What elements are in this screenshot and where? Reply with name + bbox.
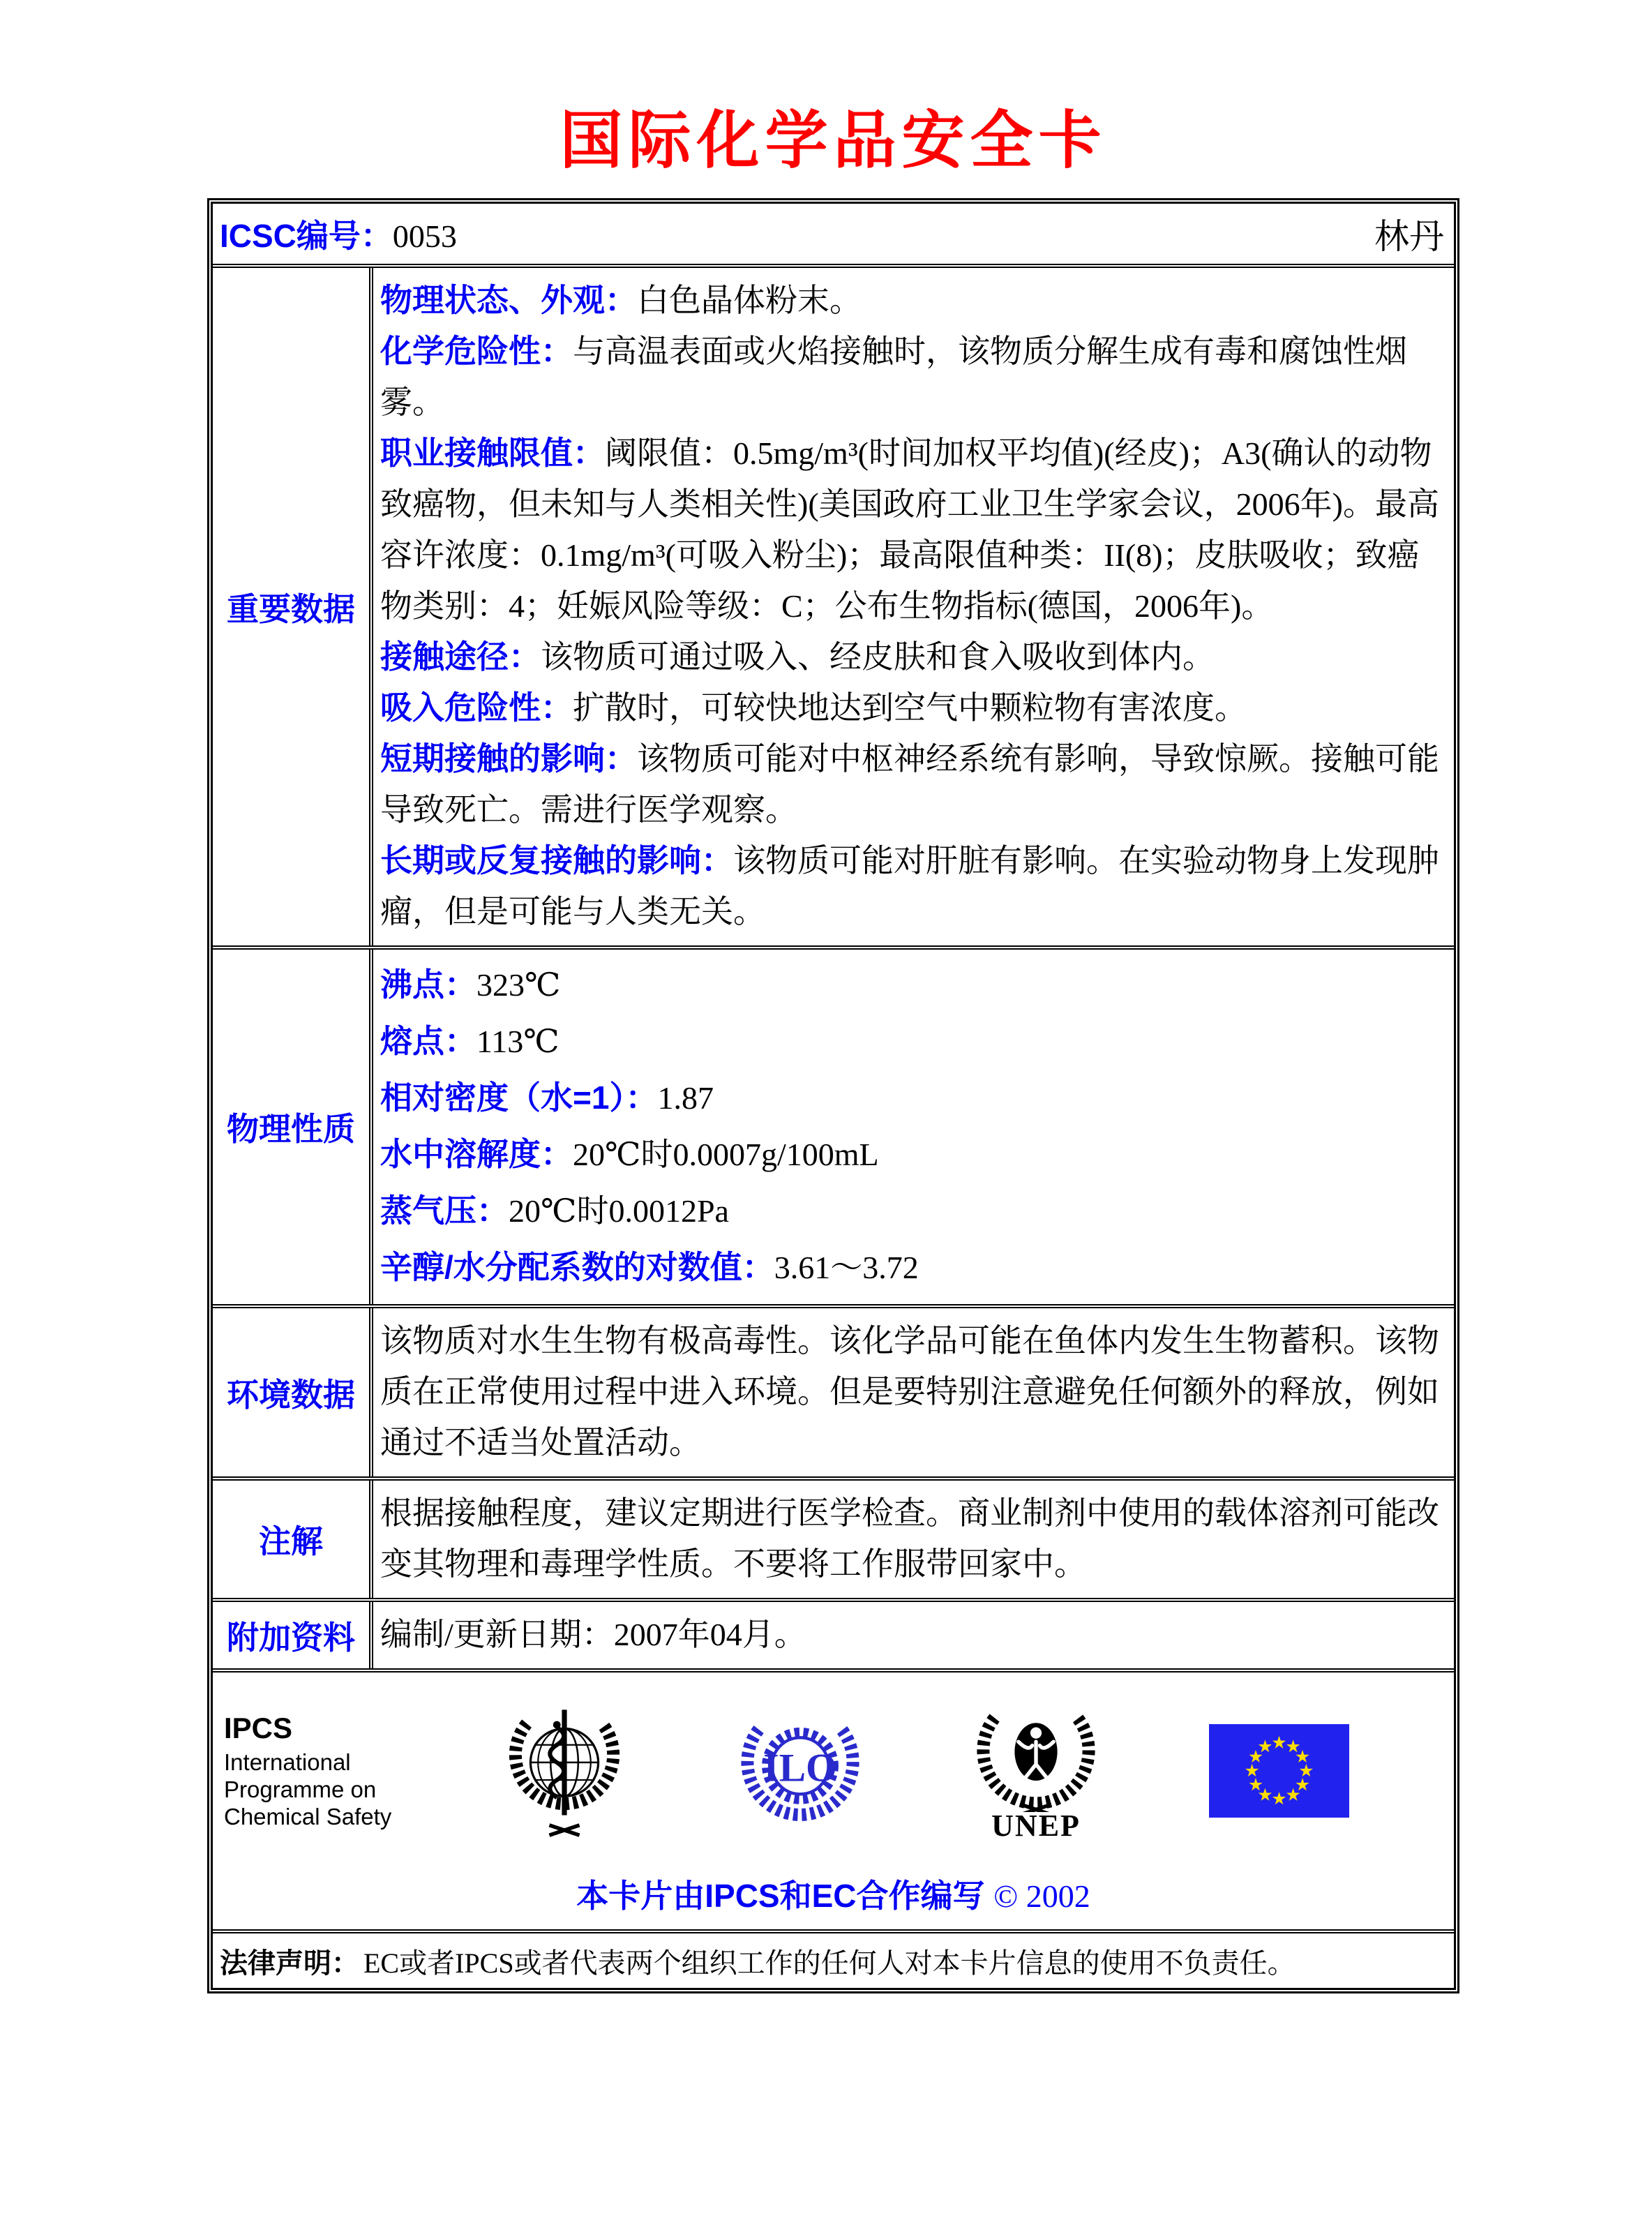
item-text: 113℃: [476, 1024, 560, 1059]
item-label: 辛醇/水分配系数的对数值：: [380, 1249, 774, 1285]
item-text: 3.61～3.72: [774, 1250, 919, 1285]
unep-label: UNEP: [991, 1808, 1081, 1843]
item-text: 该物质可通过吸入、经皮肤和食入吸收到体内。: [541, 639, 1215, 675]
item-label: 化学危险性：: [380, 333, 573, 369]
item-text: 该物质可能对肝脏有影响。在实验动物身上发现肿瘤，但是可能与人类无关。: [380, 843, 1439, 929]
section-label-environmental-data: 环境数据: [213, 1308, 373, 1476]
additional-info-content: 编制/更新日期：2007年04月。: [380, 1617, 806, 1652]
copyright-text: © 2002: [993, 1878, 1090, 1914]
additional-info-row: [213, 1598, 1454, 1668]
logos-row: [213, 1668, 1454, 1929]
environmental-data-row: [213, 1304, 1454, 1476]
header-row: [213, 204, 1454, 264]
ipcs-text-block: [224, 1711, 391, 1831]
ipcs-line: International: [224, 1749, 351, 1776]
icsc-card: [207, 198, 1459, 1993]
icsc-number-value: 0053: [392, 218, 457, 254]
item-text: 扩散时，可较快地达到空气中颗粒物有害浓度。: [573, 690, 1247, 726]
item-text: 20℃时0.0007g/100mL: [573, 1137, 879, 1172]
unep-emblem-icon: [973, 1699, 1099, 1812]
physical-properties-row: [213, 945, 1454, 1304]
who-emblem-icon: [502, 1700, 627, 1843]
physical-property-item: [380, 1239, 1444, 1296]
physical-property-item: [380, 1013, 1444, 1070]
item-text: 阈限值：0.5mg/m³(时间加权平均值)(经皮)；A3(确认的动物致癌物，但未知与人类相关性)(美国政府工业卫生学家会议，2006年)。最高容许浓度：0.1mg/m³(可吸入粉尘)；最高限值种类：II(8)；皮肤吸收；致癌物类别：4；妊娠风险等级：C；公布生物指标(德国，2006年)。: [380, 435, 1439, 624]
section-label-notes: 注解: [213, 1481, 373, 1598]
ipcs-line: Chemical Safety: [224, 1804, 392, 1830]
credit-line: [213, 1871, 1454, 1917]
item-text: 该物质可能对中枢神经系统有影响，导致惊厥。接触可能导致死亡。需进行医学观察。: [380, 741, 1439, 828]
item-text: 白色晶体粉末。: [637, 283, 862, 318]
physical-property-item: [380, 1183, 1444, 1239]
page-title: 国际化学品安全卡: [560, 106, 1107, 176]
physical-property-item: [380, 957, 1444, 1013]
item-text: 1.87: [657, 1080, 714, 1116]
item-label: 物理状态、外观：: [380, 282, 637, 318]
physical-properties-content: [373, 950, 1454, 1304]
item-label: 短期接触的影响：: [380, 740, 637, 777]
credit-text: 本卡片由IPCS和EC合作编写: [576, 1878, 985, 1914]
item-label: 蒸气压：: [380, 1192, 509, 1229]
item-text: 20℃时0.0012Pa: [509, 1193, 729, 1229]
important-data-item: [380, 326, 1444, 428]
eu-flag-icon: [1209, 1724, 1349, 1818]
important-data-item: [380, 428, 1444, 631]
item-text: 323℃: [476, 967, 561, 1003]
important-data-item: [380, 275, 1444, 326]
physical-property-item: [380, 1070, 1444, 1126]
logos-strip: [213, 1691, 1454, 1851]
ipcs-line: Programme on: [224, 1776, 377, 1803]
important-data-item: [380, 733, 1444, 835]
item-text: 与高温表面或火焰接触时，该物质分解生成有毒和腐蚀性烟雾。: [380, 334, 1407, 420]
legal-text: EC或者IPCS或者代表两个组织工作的任何人对本卡片信息的使用不负责任。: [363, 1947, 1296, 1979]
ilo-label: ILO: [763, 1746, 837, 1790]
notes-content: 根据接触程度，建议定期进行医学检查。商业制剂中使用的载体溶剂可能改变其物理和毒理学性质。不要将工作服带回家中。: [380, 1495, 1439, 1582]
important-data-item: [380, 631, 1444, 682]
physical-property-item: [380, 1126, 1444, 1183]
section-label-physical-properties: 物理性质: [213, 950, 373, 1304]
legal-row: [213, 1929, 1454, 1988]
item-label: 水中溶解度：: [380, 1136, 573, 1172]
ipcs-acronym: IPCS: [224, 1711, 293, 1744]
important-data-item: [380, 682, 1444, 733]
section-label-additional-info: 附加资料: [213, 1602, 373, 1668]
environmental-data-content: 该物质对水生生物有极高毒性。该化学品可能在鱼体内发生生物蓄积。该物质在正常使用过程中进入环境。但是要特别注意避免任何额外的释放，例如通过不适当处置活动。: [380, 1323, 1439, 1460]
item-label: 长期或反复接触的影响：: [380, 842, 733, 878]
important-data-row: [213, 264, 1454, 945]
ilo-emblem-icon: [737, 1708, 863, 1834]
icsc-number-label: ICSC编号：: [220, 218, 393, 254]
section-label-important-data: 重要数据: [213, 268, 373, 945]
important-data-content: [373, 268, 1454, 945]
item-label: 吸入危险性：: [380, 689, 573, 726]
legal-label: 法律声明：: [220, 1947, 359, 1979]
item-label: 熔点：: [380, 1023, 476, 1059]
chemical-name: 林丹: [1374, 217, 1444, 256]
item-label: 相对密度（水=1）：: [380, 1079, 658, 1116]
icsc-number-group: [220, 211, 457, 257]
important-data-item: [380, 835, 1444, 937]
item-label: 接触途径：: [380, 638, 541, 675]
item-label: 职业接触限值：: [380, 435, 605, 471]
notes-row: [213, 1476, 1454, 1598]
item-label: 沸点：: [380, 966, 476, 1003]
unep-block: [973, 1699, 1099, 1843]
